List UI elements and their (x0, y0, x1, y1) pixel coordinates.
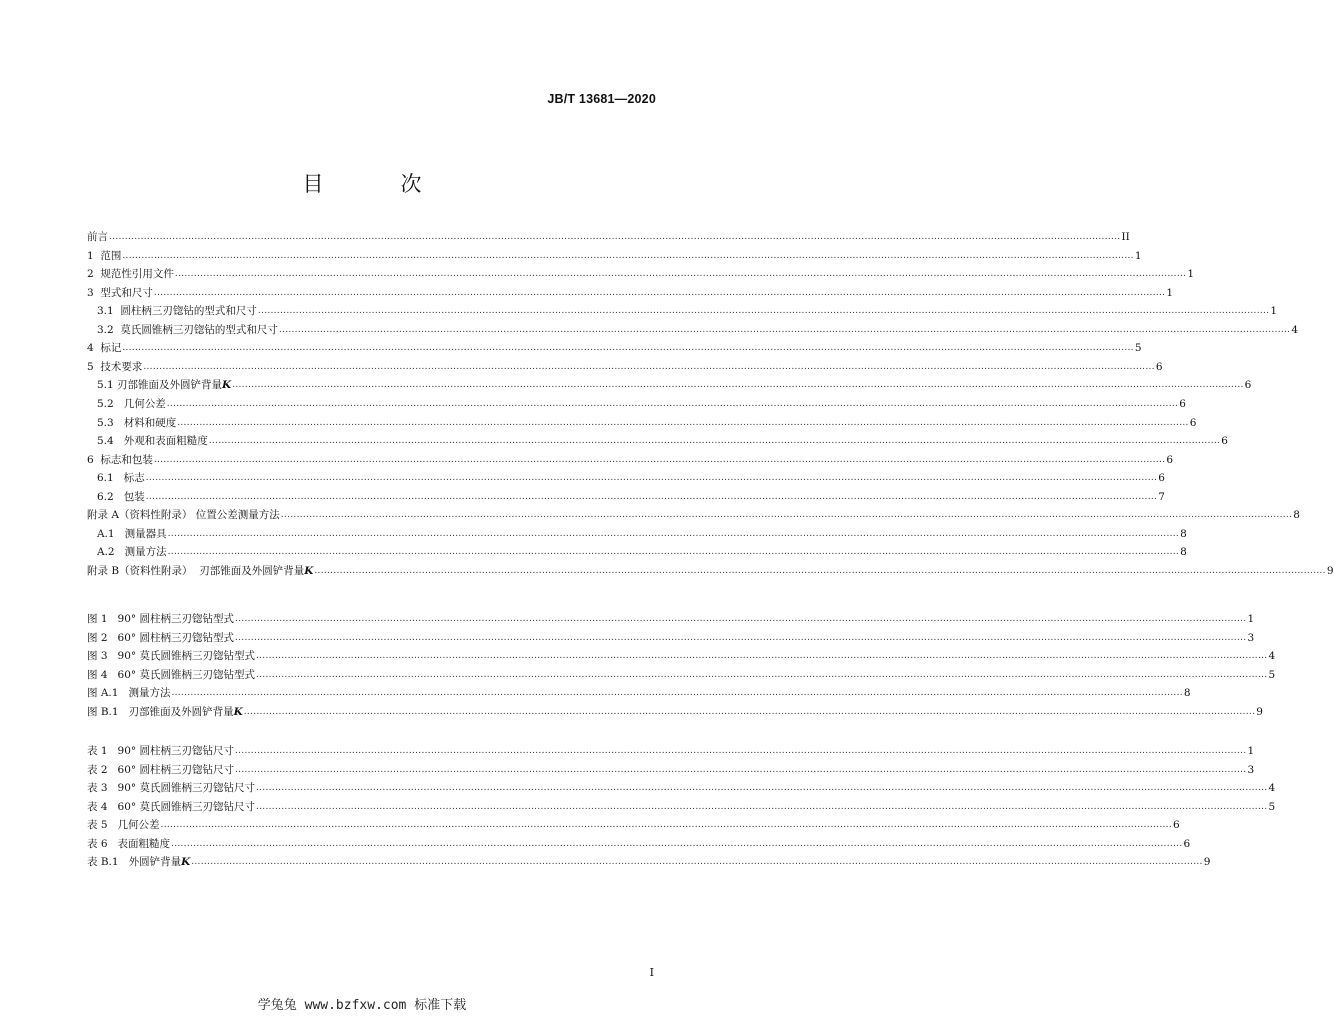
footer-url: www.bzfxw.com (304, 998, 407, 1013)
toc-entry-label: 6.1 标志 (97, 472, 145, 485)
figure-entry-label: 图 2 60° 圆柱柄三刃锪钻型式 (87, 631, 234, 644)
table-entry-label: 表 6 表面粗糙度 (87, 837, 171, 850)
table-entry[interactable] (87, 742, 1255, 758)
leader-dots: ................................................................................................................................................................................................................................................................................................................................ (232, 380, 1244, 391)
toc-entry-page: 6 (1244, 379, 1252, 392)
toc-entry-label: 附录 B（资料性附录） 刃部锥面及外圆铲背量 (87, 564, 305, 577)
figure-entry[interactable] (87, 610, 1255, 626)
table-entry-page: 6 (1173, 819, 1180, 832)
toc-entry-label: 1 范围 (87, 249, 122, 262)
toc-entry-label: 6.2 包装 (97, 490, 145, 503)
leader-dots: ................................................................................................................................................................................................................................................................................................................................ (255, 801, 1268, 812)
figure-entry-label: 图 4 60° 莫氏圆锥柄三刃锪钻型式 (87, 668, 255, 681)
leader-dots: ................................................................................................................................................................................................................................................................................................................................ (174, 269, 1187, 280)
table-entry-label: 表 5 几何公差 (87, 819, 160, 832)
toc-entry-label: 3.2 莫氏圆锥柄三刃锪钻的型式和尺寸 (97, 323, 278, 336)
toc-entry-page: 6 (1179, 397, 1186, 410)
toc-entry-page: 8 (1180, 527, 1187, 540)
page-number: I (649, 966, 654, 979)
toc-entry-page: 8 (1180, 546, 1187, 559)
toc-entry-label: A.2 测量方法 (97, 546, 167, 559)
toc-entry[interactable] (97, 376, 1252, 392)
leader-dots: ................................................................................................................................................................................................................................................................................................................................ (314, 565, 1326, 576)
leader-dots: ................................................................................................................................................................................................................................................................................................................................ (255, 783, 1268, 794)
toc-entry[interactable] (97, 525, 1187, 541)
toc-entry-page: 5 (1134, 342, 1142, 355)
leader-dots: ................................................................................................................................................................................................................................................................................................................................ (167, 547, 1180, 558)
leader-dots: ................................................................................................................................................................................................................................................................................................................................ (122, 250, 1134, 261)
figure-entry-page: 4 (1268, 650, 1276, 663)
toc-entry-page: 1 (1134, 249, 1142, 262)
toc-entry-page: 8 (1293, 509, 1300, 522)
leader-dots: ................................................................................................................................................................................................................................................................................................................................ (234, 746, 1247, 756)
table-entry-page: 9 (1203, 856, 1211, 869)
table-entry[interactable] (87, 798, 1276, 814)
figure-entry-label: 图 A.1 测量方法 (87, 687, 171, 700)
leader-dots: ................................................................................................................................................................................................................................................................................................................................ (278, 324, 1291, 335)
page-title: 目 次 (302, 172, 450, 196)
leader-dots: ................................................................................................................................................................................................................................................................................................................................ (255, 669, 1268, 680)
table-entry-page: 4 (1268, 782, 1276, 795)
leader-dots: ................................................................................................................................................................................................................................................................................................................................ (234, 614, 1247, 624)
table-entry[interactable] (87, 779, 1276, 795)
figure-entry-symbol: K (233, 705, 243, 718)
toc-entry-page: II (1121, 231, 1130, 243)
toc-entry-label: 4 标记 (87, 342, 122, 355)
toc-entry-page: 6 (1189, 416, 1197, 429)
toc-entry[interactable] (87, 284, 1174, 300)
toc-entry[interactable] (97, 395, 1186, 411)
toc-entry-label: 前言 (87, 231, 108, 243)
toc-entry-label: 附录 A（资料性附录） 位置公差测量方法 (87, 509, 280, 522)
table-entry-label: 表 3 90° 莫氏圆锥柄三刃锪钻尺寸 (87, 782, 255, 795)
toc-entry-label: 3 型式和尺寸 (87, 286, 153, 299)
leader-dots: ................................................................................................................................................................................................................................................................................................................................ (191, 857, 1203, 868)
figure-entry[interactable] (87, 703, 1263, 719)
toc-entry-label: 5.3 材料和硬度 (97, 416, 177, 429)
toc-entry[interactable] (87, 265, 1195, 281)
table-entry-label: 表 4 60° 莫氏圆锥柄三刃锪钻尺寸 (87, 800, 255, 813)
toc-entry-label: A.1 测量器具 (97, 527, 167, 540)
toc-entry-page: 9 (1326, 564, 1334, 577)
footer-watermark (0, 994, 724, 1013)
toc-entry-page: 1 (1166, 286, 1174, 299)
leader-dots: ................................................................................................................................................................................................................................................................................................................................ (167, 528, 1180, 539)
leader-dots: ................................................................................................................................................................................................................................................................................................................................ (171, 838, 1183, 849)
table-entry[interactable] (87, 853, 1211, 869)
toc-entry-label: 5.4 外观和表面粗糙度 (97, 435, 208, 448)
figure-entry[interactable] (87, 684, 1191, 700)
toc-entry-page: 6 (1155, 360, 1163, 373)
table-entry-label: 表 2 60° 圆柱柄三刃锪钻尺寸 (87, 763, 234, 776)
table-entry[interactable] (87, 761, 1255, 777)
toc-entry-label: 5.2 几何公差 (97, 397, 166, 410)
leader-dots: ................................................................................................................................................................................................................................................................................................................................ (234, 764, 1247, 775)
toc-entry-label: 2 规范性引用文件 (87, 268, 174, 281)
toc-entry[interactable] (87, 358, 1163, 374)
table-entry-page: 1 (1247, 745, 1255, 757)
leader-dots: ................................................................................................................................................................................................................................................................................................................................ (143, 361, 1155, 372)
figure-entry-page: 5 (1268, 668, 1276, 681)
footer-site: 学兔兔 (257, 998, 297, 1013)
standard-number: JB/T 13681—2020 (547, 92, 656, 106)
leader-dots: ................................................................................................................................................................................................................................................................................................................................ (153, 454, 1166, 465)
table-entry-label: 表 1 90° 圆柱柄三刃锪钻尺寸 (87, 745, 234, 757)
toc-entry-page: 1 (1187, 268, 1195, 281)
leader-dots: ................................................................................................................................................................................................................................................................................................................................ (243, 706, 1256, 717)
figure-entry-page: 3 (1247, 631, 1255, 644)
toc-entry[interactable] (87, 247, 1142, 263)
leader-dots: ................................................................................................................................................................................................................................................................................................................................ (177, 417, 1189, 428)
toc-entry-page: 1 (1270, 305, 1278, 318)
table-entry-label: 表 B.1 外圆铲背量 (87, 856, 182, 869)
toc-entry[interactable] (87, 228, 1130, 244)
table-entry-page: 6 (1183, 837, 1191, 850)
toc-entry-label: 5 技术要求 (87, 360, 143, 373)
leader-dots: ................................................................................................................................................................................................................................................................................................................................ (208, 436, 1221, 447)
leader-dots: ................................................................................................................................................................................................................................................................................................................................ (122, 343, 1134, 354)
toc-entry[interactable] (97, 432, 1228, 448)
table-entry-symbol: K (181, 856, 191, 869)
figure-entry-label: 图 1 90° 圆柱柄三刃锪钻型式 (87, 613, 234, 625)
leader-dots: ................................................................................................................................................................................................................................................................................................................................ (280, 510, 1293, 521)
leader-dots: ................................................................................................................................................................................................................................................................................................................................ (153, 287, 1166, 298)
figure-entry-label: 图 3 90° 莫氏圆锥柄三刃锪钻型式 (87, 650, 255, 663)
figure-entry-label: 图 B.1 刃部锥面及外圆铲背量 (87, 705, 234, 718)
table-entry[interactable] (87, 816, 1180, 832)
figure-entry[interactable] (87, 629, 1255, 645)
toc-entry[interactable] (97, 469, 1165, 485)
toc-entry-page: 4 (1291, 323, 1299, 336)
toc-entry-label: 6 标志和包装 (87, 453, 153, 466)
toc-entry-page: 7 (1158, 490, 1165, 503)
leader-dots: ................................................................................................................................................................................................................................................................................................................................ (145, 473, 1158, 484)
table-entry-page: 5 (1268, 800, 1276, 813)
toc-entry[interactable] (87, 506, 1300, 522)
leader-dots: ................................................................................................................................................................................................................................................................................................................................ (160, 820, 1172, 831)
toc-entry-symbol: K (222, 379, 232, 392)
toc-entry[interactable] (87, 562, 1334, 578)
leader-dots: ................................................................................................................................................................................................................................................................................................................................ (109, 232, 1121, 242)
toc-entry[interactable] (97, 321, 1299, 337)
figure-entry-page: 9 (1256, 705, 1263, 718)
toc-entry[interactable] (97, 414, 1197, 430)
toc-entry[interactable] (97, 302, 1278, 318)
footer-tagline: 标准下载 (414, 998, 467, 1013)
toc-entry[interactable] (97, 543, 1187, 559)
leader-dots: ................................................................................................................................................................................................................................................................................................................................ (255, 651, 1268, 662)
figure-entry-page: 8 (1183, 687, 1191, 700)
toc-entry[interactable] (97, 488, 1165, 504)
toc-entry-page: 6 (1166, 453, 1174, 466)
figure-entry[interactable] (87, 666, 1276, 682)
table-entry[interactable] (87, 835, 1191, 851)
leader-dots: ................................................................................................................................................................................................................................................................................................................................ (166, 398, 1179, 409)
toc-entry-label: 5.1 刃部锥面及外圆铲背量 (97, 379, 223, 392)
toc-entry[interactable] (87, 451, 1174, 467)
table-entry-page: 3 (1247, 763, 1255, 776)
leader-dots: ................................................................................................................................................................................................................................................................................................................................ (171, 688, 1183, 699)
leader-dots: ................................................................................................................................................................................................................................................................................................................................ (257, 306, 1270, 317)
figure-entry[interactable] (87, 647, 1276, 663)
toc-entry-page: 6 (1158, 472, 1165, 485)
leader-dots: ................................................................................................................................................................................................................................................................................................................................ (234, 632, 1247, 643)
toc-entry-symbol: K (304, 564, 314, 577)
toc-entry-page: 6 (1221, 435, 1228, 448)
leader-dots: ................................................................................................................................................................................................................................................................................................................................ (145, 491, 1158, 502)
toc-entry-label: 3.1 圆柱柄三刃锪钻的型式和尺寸 (97, 305, 257, 318)
toc-entry[interactable] (87, 339, 1142, 355)
figure-entry-page: 1 (1247, 613, 1255, 625)
